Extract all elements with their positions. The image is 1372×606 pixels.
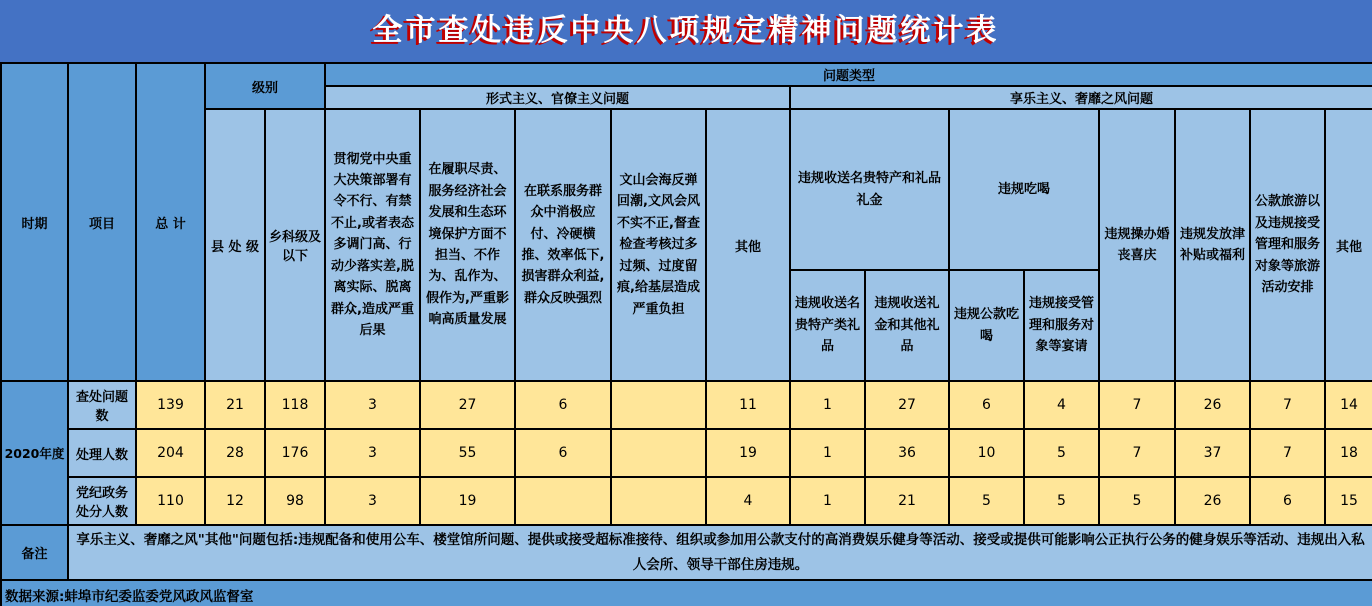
data-cell: 4 <box>706 477 790 525</box>
data-cell: 5 <box>1024 477 1099 525</box>
dining-sub-1-header: 违规公款吃喝 <box>949 270 1024 381</box>
data-cell: 3 <box>325 381 420 429</box>
data-cell: 176 <box>265 429 325 477</box>
data-cell: 18 <box>1325 429 1372 477</box>
data-cell: 26 <box>1175 381 1250 429</box>
note-label: 备注 <box>1 525 68 580</box>
year-cell: 2020年度 <box>1 381 68 525</box>
row-label-persons: 处理人数 <box>68 429 136 477</box>
formalism-other-header: 其他 <box>706 109 790 381</box>
level-col-county-header: 县 处 级 <box>205 109 265 381</box>
data-cell <box>611 381 706 429</box>
data-cell: 21 <box>865 477 949 525</box>
level-header: 级别 <box>205 63 325 109</box>
data-cell: 21 <box>205 381 265 429</box>
data-cell: 6 <box>1250 477 1325 525</box>
data-cell: 98 <box>265 477 325 525</box>
data-cell <box>611 429 706 477</box>
data-cell: 5 <box>1024 429 1099 477</box>
title-bar <box>0 0 1372 62</box>
level-col-township-header: 乡科级及以下 <box>265 109 325 381</box>
data-cell: 7 <box>1250 381 1325 429</box>
data-cell: 14 <box>1325 381 1372 429</box>
hedonism-group-header: 享乐主义、奢靡之风问题 <box>790 86 1372 109</box>
data-cell <box>611 477 706 525</box>
data-cell: 15 <box>1325 477 1372 525</box>
formalism-col-3-header: 在联系服务群众中消极应付、冷硬横推、效率低下,损害群众利益,群众反映强烈 <box>515 109 611 381</box>
formalism-col-2-header: 在履职尽责、服务经济社会发展和生态环境保护方面不担当、不作为、乱作为、假作为,严重影响高质量发展 <box>420 109 515 381</box>
data-cell: 1 <box>790 429 865 477</box>
data-cell: 19 <box>420 477 515 525</box>
data-cell <box>515 477 611 525</box>
gift-sub-1-header: 违规收送名贵特产类礼品 <box>790 270 865 381</box>
data-cell: 11 <box>706 381 790 429</box>
data-cell: 3 <box>325 429 420 477</box>
dining-group-header: 违规吃喝 <box>949 109 1099 270</box>
formalism-col-1-header: 贯彻党中央重大决策部署有令不行、有禁不止,或者表态多调门高、行动少落实差,脱离实际、脱离群众,造成严重后果 <box>325 109 420 381</box>
data-cell: 7 <box>1099 381 1175 429</box>
row-label-problems: 查处问题数 <box>68 381 136 429</box>
data-cell: 6 <box>949 381 1024 429</box>
data-cell: 27 <box>865 381 949 429</box>
data-cell: 7 <box>1250 429 1325 477</box>
statistics-table <box>0 62 1372 606</box>
period-header: 时期 <box>1 63 68 381</box>
data-cell: 4 <box>1024 381 1099 429</box>
data-cell: 1 <box>790 381 865 429</box>
data-cell: 37 <box>1175 429 1250 477</box>
data-cell: 118 <box>265 381 325 429</box>
data-cell: 3 <box>325 477 420 525</box>
data-cell: 139 <box>136 381 205 429</box>
hedonism-other-header: 其他 <box>1325 109 1372 381</box>
formalism-group-header: 形式主义、官僚主义问题 <box>325 86 790 109</box>
data-cell: 110 <box>136 477 205 525</box>
dining-sub-2-header: 违规接受管理和服务对象等宴请 <box>1024 270 1099 381</box>
public-travel-header: 公款旅游以及违规接受管理和服务对象等旅游活动安排 <box>1250 109 1325 381</box>
total-header: 总 计 <box>136 63 205 381</box>
data-cell: 5 <box>1099 477 1175 525</box>
gift-group-header: 违规收送名贵特产和礼品礼金 <box>790 109 949 270</box>
data-source-text: 数据来源:蚌埠市纪委监委党风政风监督室 <box>1 580 1372 606</box>
formalism-col-4-header: 文山会海反弹回潮,文风会风不实不正,督查检查考核过多过频、过度留痕,给基层造成严重负担 <box>611 109 706 381</box>
data-cell: 12 <box>205 477 265 525</box>
data-cell: 7 <box>1099 429 1175 477</box>
gift-sub-2-header: 违规收送礼金和其他礼品 <box>865 270 949 381</box>
data-cell: 6 <box>515 381 611 429</box>
data-cell: 27 <box>420 381 515 429</box>
page-title: 全市查处违反中央八项规定精神问题统计表 <box>372 13 1000 48</box>
allowance-header: 违规发放津补贴或福利 <box>1175 109 1250 381</box>
data-cell: 36 <box>865 429 949 477</box>
data-cell: 6 <box>515 429 611 477</box>
data-cell: 26 <box>1175 477 1250 525</box>
data-cell: 55 <box>420 429 515 477</box>
data-cell: 5 <box>949 477 1024 525</box>
data-cell: 19 <box>706 429 790 477</box>
data-cell: 10 <box>949 429 1024 477</box>
wedding-funeral-header: 违规操办婚丧喜庆 <box>1099 109 1175 381</box>
note-text: 享乐主义、奢靡之风"其他"问题包括:违规配备和使用公车、楼堂馆所问题、提供或接受超标准接待、组织或参加用公款支付的高消费娱乐健身等活动、接受或提供可能影响公正执行公务的健身娱乐等活动、违规出入私人会所、领导干部住房违规。 <box>68 525 1372 580</box>
problem-type-header: 问题类型 <box>325 63 1372 86</box>
data-cell: 204 <box>136 429 205 477</box>
row-label-discipline: 党纪政务处分人数 <box>68 477 136 525</box>
item-header: 项目 <box>68 63 136 381</box>
data-cell: 28 <box>205 429 265 477</box>
data-cell: 1 <box>790 477 865 525</box>
